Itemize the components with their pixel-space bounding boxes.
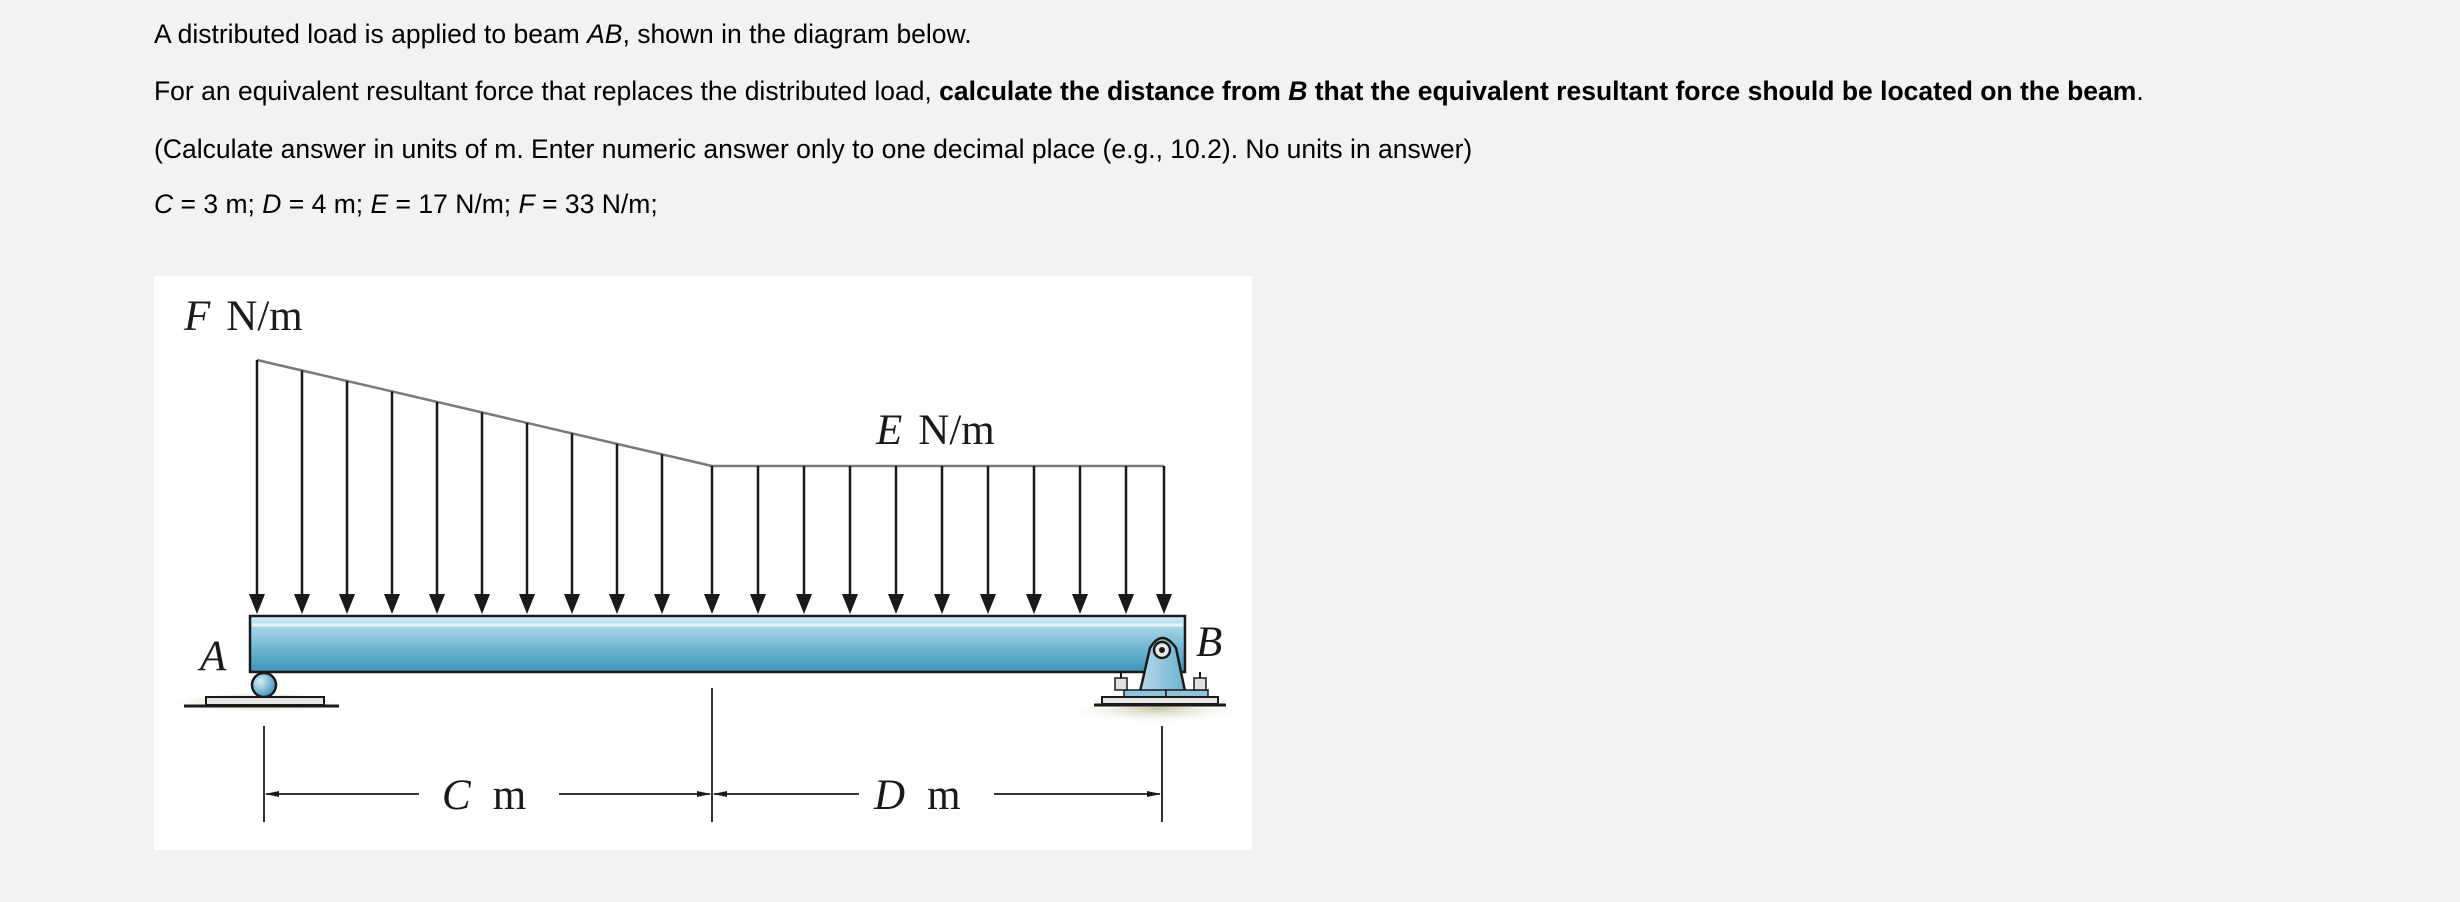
question-line-2 — [154, 75, 2144, 107]
question-line-3: (Calculate answer in units of m. Enter numeric answer only to one decimal place (e.g., 10.2). No units in answer) — [154, 134, 1473, 164]
load-arrow-head — [654, 594, 670, 614]
point-b-label: B — [1196, 619, 1223, 666]
load-arrow-head — [429, 594, 445, 614]
load-arrow-head — [564, 594, 580, 614]
load-arrow-head — [609, 594, 625, 614]
load-arrow-head — [842, 594, 858, 614]
load-arrow-head — [934, 594, 950, 614]
var-e: E — [370, 189, 389, 219]
load-arrow-head — [339, 594, 355, 614]
text-segment: A distributed load is applied to beam — [154, 19, 588, 49]
value-f: = 33 N/m; — [534, 189, 658, 219]
value-e: = 17 N/m; — [388, 189, 519, 219]
load-arrow-head — [1026, 594, 1042, 614]
load-arrow-head — [519, 594, 535, 614]
dim-d-label: D m — [874, 772, 961, 819]
value-d: = 4 m; — [281, 189, 371, 219]
load-arrow-head — [796, 594, 812, 614]
load-arrow-head — [384, 594, 400, 614]
load-arrow-head — [888, 594, 904, 614]
var-f: F — [518, 189, 535, 219]
load-arrows — [249, 360, 1172, 614]
right-load-label: E N/m — [876, 407, 995, 454]
load-arrow-head — [1118, 594, 1134, 614]
text-segment: For an equivalent resultant force that replaces the distributed load, — [154, 76, 940, 106]
beam-name: AB — [587, 19, 623, 49]
text-segment: . — [2136, 76, 2144, 106]
point-b-reference: B — [1288, 76, 1308, 106]
var-d: D — [262, 189, 282, 219]
bold-text-segment: that the equivalent resultant force should be located on the beam — [1307, 76, 2137, 106]
beam-diagram-svg — [154, 276, 1252, 850]
left-load-label: F N/m — [184, 293, 303, 340]
value-c: = 3 m; — [173, 189, 263, 219]
given-values — [154, 188, 658, 220]
load-arrow-head — [704, 594, 720, 614]
load-arrow-head — [1156, 594, 1172, 614]
bold-text-segment: calculate the distance from — [939, 76, 1289, 106]
text-segment: , shown in the diagram below. — [622, 19, 972, 49]
dim-c-label: C m — [442, 772, 527, 819]
load-arrow-head — [249, 594, 265, 614]
load-arrow-head — [980, 594, 996, 614]
load-arrow-head — [1072, 594, 1088, 614]
load-arrow-head — [294, 594, 310, 614]
beam-diagram — [154, 276, 1252, 850]
var-c: C — [154, 189, 174, 219]
point-a-label: A — [200, 633, 227, 680]
load-arrow-head — [750, 594, 766, 614]
question-line-1 — [154, 18, 972, 50]
load-arrow-head — [474, 594, 490, 614]
